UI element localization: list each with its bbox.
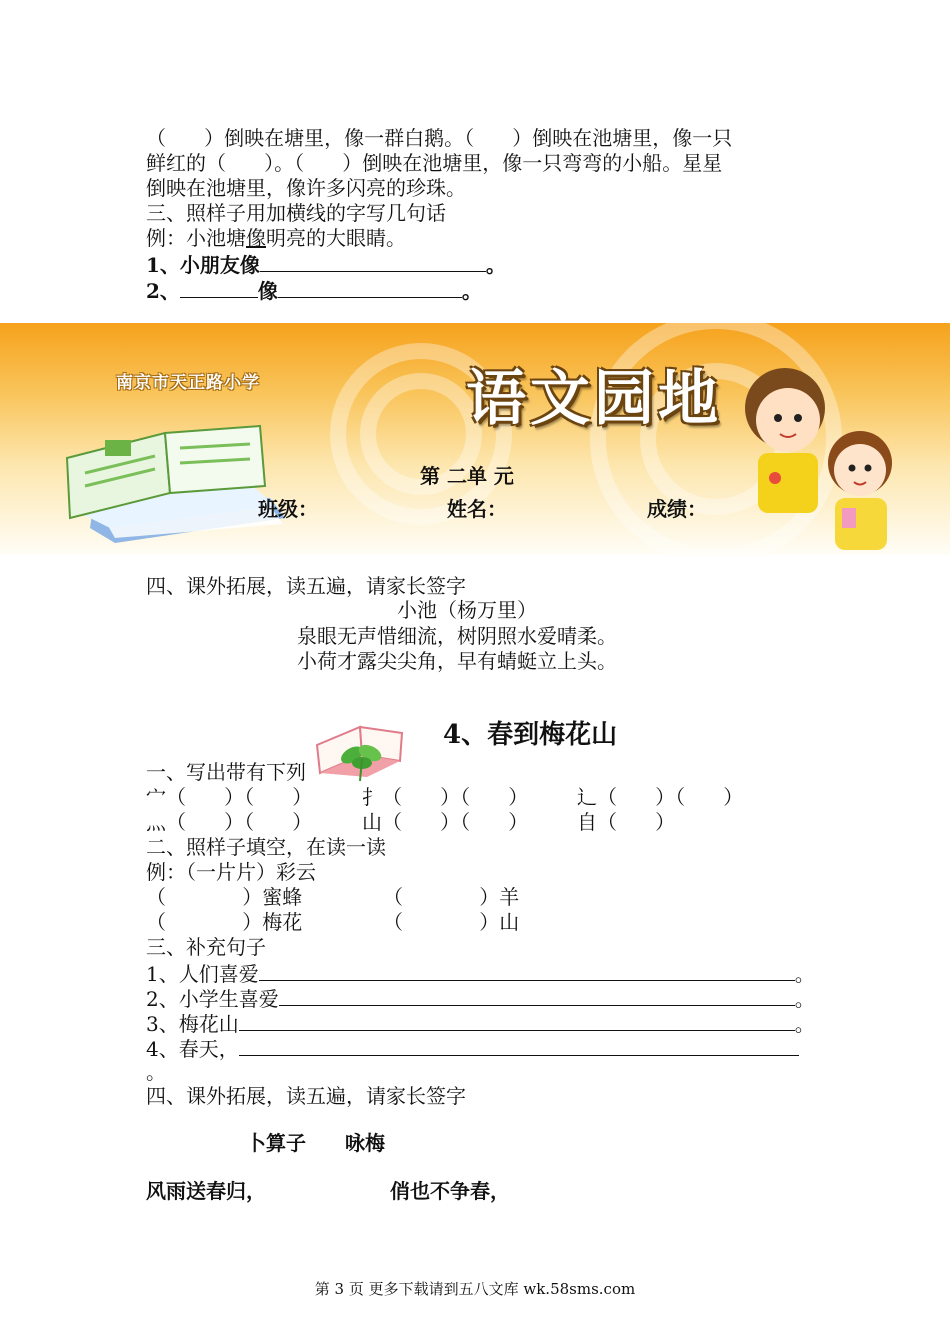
score-label: 成绩： [647, 497, 707, 521]
children-illustration-icon [730, 358, 910, 553]
section-4-title: 四、课外拓展，读五遍，请家长签字 [146, 574, 466, 598]
radical-item: 山（ ）（ ） [362, 810, 529, 834]
sentence-line-2: 鲜红的（ ）。（ ）倒映在池塘里，像一只弯弯的小船。星星 [146, 151, 723, 175]
name-label: 姓名： [447, 497, 507, 521]
poem-line: 风雨送春归， [146, 1179, 266, 1203]
poem-line: 俏也不争春， [390, 1179, 510, 1203]
banner-title: 语文园地 [466, 364, 722, 434]
sentence-item: 2、小学生喜爱 。 [146, 987, 815, 1011]
answer-blank[interactable] [239, 1035, 799, 1056]
school-name: 南京市天正路小学 [116, 373, 260, 393]
answer-blank[interactable] [278, 277, 462, 298]
question-4-title: 四、课外拓展，读五遍，请家长签字 [146, 1084, 466, 1108]
poem-subtitle: 咏梅 [345, 1131, 385, 1155]
fill-item: （ ）蜜蜂 [146, 885, 303, 909]
fill-item: （ ）梅花 [146, 910, 303, 934]
page-footer: 第 3 页 更多下载请到五八文库 wk.58sms.com [314, 1280, 636, 1298]
trailing-period: 。 [146, 1060, 166, 1084]
question-2-title: 二、照样子填空，在读一读 [146, 835, 386, 859]
radical-item: 灬（ ）（ ） [146, 810, 313, 834]
section-3-title: 三、照样子用加横线的字写几句话 [146, 201, 446, 225]
book-leaf-icon [312, 715, 412, 785]
sentence-line-1: （ ）倒映在塘里，像一群白鹅。（ ）倒映在池塘里，像一只 [146, 126, 733, 150]
open-book-icon [55, 378, 290, 548]
radical-item: 扌（ ）（ ） [362, 785, 529, 809]
fill-item: （ ）羊 [383, 885, 520, 909]
sentence-line-3: 倒映在池塘里，像许多闪亮的珍珠。 [146, 176, 466, 200]
question-3-title: 三、补充句子 [146, 935, 266, 959]
radical-item: 辶（ ）（ ） [577, 785, 744, 809]
question-1-title: 一、写出带有下列 [146, 760, 306, 784]
answer-blank[interactable] [259, 960, 795, 981]
poem-line: 小荷才露尖尖角，早有蜻蜓立上头。 [297, 649, 617, 673]
poem-title: 卜算子 [246, 1131, 306, 1155]
header-banner [0, 323, 950, 555]
poem-line: 泉眼无声惜细流，树阴照水爱晴柔。 [297, 624, 617, 648]
answer-blank[interactable] [260, 251, 486, 272]
fill-item: （ ）山 [383, 910, 520, 934]
answer-blank[interactable] [180, 277, 258, 298]
sentence-item: 3、梅花山 。 [146, 1012, 815, 1036]
lesson-title: 4、春到梅花山 [443, 720, 618, 750]
radical-item: 宀（ ）（ ） [146, 785, 313, 809]
sentence-item: 4、春天， [146, 1035, 799, 1062]
example-sentence: 例：小池塘像明亮的大眼睛。 [146, 226, 406, 250]
poem-title: 小池（杨万里） [397, 598, 537, 622]
question-2: 2、 像 。 [146, 279, 482, 303]
example-phrase: 例：（一片片）彩云 [146, 860, 316, 884]
class-label: 班级： [258, 497, 318, 521]
answer-blank[interactable] [279, 985, 795, 1006]
radical-item: 自（ ） [577, 810, 676, 834]
answer-blank[interactable] [239, 1010, 795, 1031]
unit-label: 第 二单 元 [420, 464, 514, 488]
question-1: 1、小朋友像 。 [146, 253, 506, 277]
sentence-item: 1、人们喜爱 。 [146, 962, 815, 986]
